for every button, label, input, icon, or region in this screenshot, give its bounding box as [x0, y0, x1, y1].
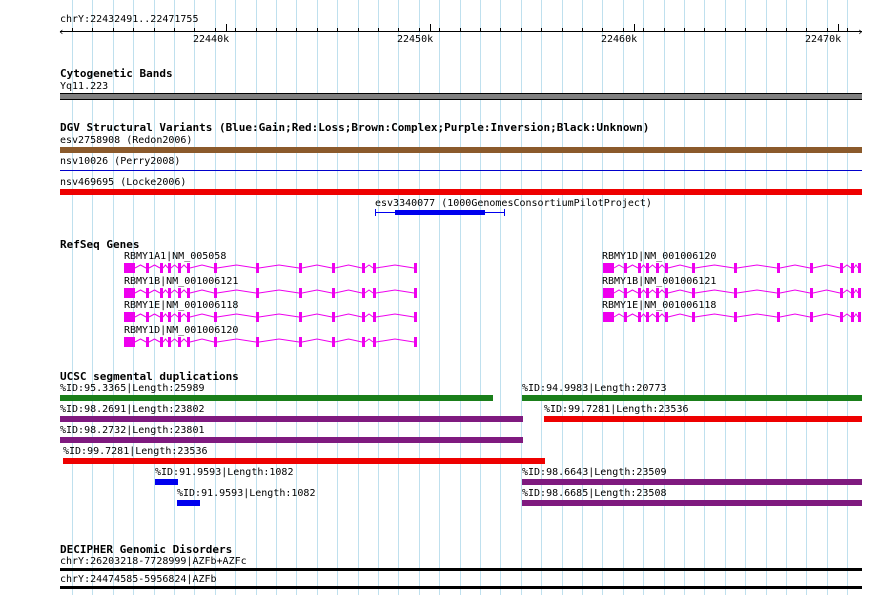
- gene-exon[interactable]: [256, 337, 259, 347]
- gene-exon[interactable]: [624, 312, 627, 322]
- ruler-tick-label: 22460k: [601, 34, 638, 45]
- gene-exon[interactable]: [414, 288, 417, 298]
- gene-exon[interactable]: [414, 312, 417, 322]
- gene-exon[interactable]: [777, 263, 780, 273]
- gene-exon[interactable]: [734, 312, 737, 322]
- gene-model[interactable]: [603, 263, 861, 273]
- gene-exon[interactable]: [124, 337, 135, 347]
- gene-exon[interactable]: [646, 288, 649, 298]
- track-title-segdup[interactable]: UCSC segmental duplications: [60, 370, 239, 383]
- ruler-tick-label: 22440k: [193, 34, 230, 45]
- gene-exon[interactable]: [656, 288, 659, 298]
- gene-exon[interactable]: [124, 263, 135, 273]
- gene-exon[interactable]: [656, 312, 659, 322]
- gene-exon[interactable]: [362, 288, 365, 298]
- ruler-tick-label: 22470k: [805, 34, 842, 45]
- ruler-right-arrow: ›: [857, 25, 864, 38]
- gene-exon[interactable]: [362, 337, 365, 347]
- gene-model[interactable]: [124, 263, 417, 273]
- segdup-label[interactable]: %ID:91.9593|Length:1082: [177, 488, 316, 499]
- gene-exon[interactable]: [638, 312, 641, 322]
- segdup-label[interactable]: %ID:94.9983|Length:20773: [522, 383, 667, 394]
- segdup-label[interactable]: %ID:99.7281|Length:23536: [63, 446, 208, 457]
- gene-exon[interactable]: [187, 288, 190, 298]
- gene-model[interactable]: [124, 337, 417, 347]
- gene-exon[interactable]: [858, 288, 861, 298]
- gene-exon[interactable]: [603, 263, 614, 273]
- gene-exon[interactable]: [124, 312, 135, 322]
- decipher-bar[interactable]: [60, 568, 862, 571]
- gene-exon[interactable]: [851, 288, 854, 298]
- track-title-dgv[interactable]: DGV Structural Variants (Blue:Gain;Red:Loss;Brown:Complex;Purple:Inversion;Black:Unknown): [60, 121, 650, 134]
- gene-label[interactable]: RBMY1E|NM_001006118: [602, 300, 717, 311]
- gene-exon[interactable]: [840, 312, 843, 322]
- gene-exon[interactable]: [851, 263, 854, 273]
- gene-exon[interactable]: [160, 288, 163, 298]
- gene-exon[interactable]: [638, 288, 641, 298]
- gene-label[interactable]: RBMY1D|NM_001006120: [602, 251, 717, 262]
- gene-exon[interactable]: [810, 263, 813, 273]
- segdup-bar[interactable]: [544, 416, 862, 422]
- segdup-label[interactable]: %ID:91.9593|Length:1082: [155, 467, 294, 478]
- gene-exon[interactable]: [414, 337, 417, 347]
- gene-exon[interactable]: [692, 312, 695, 322]
- gene-exon[interactable]: [603, 288, 614, 298]
- gene-exon[interactable]: [299, 312, 302, 322]
- dgv-variant-label[interactable]: esv3340077 (1000GenomesConsortiumPilotProject): [375, 198, 652, 209]
- gene-exon[interactable]: [214, 263, 217, 273]
- segdup-label[interactable]: %ID:98.6685|Length:23508: [522, 488, 667, 499]
- gene-exon[interactable]: [146, 263, 149, 273]
- gene-label[interactable]: RBMY1D|NM_001006120: [124, 325, 239, 336]
- segdup-bar[interactable]: [63, 458, 545, 464]
- gene-exon[interactable]: [187, 263, 190, 273]
- gene-exon[interactable]: [777, 288, 780, 298]
- gene-exon[interactable]: [256, 288, 259, 298]
- gene-label[interactable]: RBMY1E|NM_001006118: [124, 300, 239, 311]
- gene-model[interactable]: [603, 312, 861, 322]
- segdup-bar[interactable]: [522, 479, 862, 485]
- decipher-label[interactable]: chrY:24474585-5956824|AZFb: [60, 574, 217, 585]
- gene-label[interactable]: RBMY1A1|NM_005058: [124, 251, 227, 262]
- gene-exon[interactable]: [810, 288, 813, 298]
- segdup-label[interactable]: %ID:98.2732|Length:23801: [60, 425, 205, 436]
- gene-exon[interactable]: [373, 337, 376, 347]
- gene-exon[interactable]: [362, 312, 365, 322]
- gene-exon[interactable]: [178, 337, 181, 347]
- gene-model[interactable]: [124, 312, 417, 322]
- segdup-label[interactable]: %ID:95.3365|Length:25989: [60, 383, 205, 394]
- gene-exon[interactable]: [160, 263, 163, 273]
- gene-exon[interactable]: [214, 312, 217, 322]
- gene-exon[interactable]: [214, 337, 217, 347]
- gene-label[interactable]: RBMY1B|NM_001006121: [124, 276, 239, 287]
- gene-exon[interactable]: [146, 288, 149, 298]
- gene-exon[interactable]: [146, 312, 149, 322]
- dgv-variant-label[interactable]: nsv469695 (Locke2006): [60, 177, 187, 188]
- gene-exon[interactable]: [178, 312, 181, 322]
- gene-exon[interactable]: [332, 312, 335, 322]
- gene-exon[interactable]: [187, 312, 190, 322]
- segdup-label[interactable]: %ID:99.7281|Length:23536: [544, 404, 689, 415]
- gene-exon[interactable]: [168, 312, 171, 322]
- gene-exon[interactable]: [299, 337, 302, 347]
- gene-exon[interactable]: [256, 263, 259, 273]
- gene-exon[interactable]: [646, 312, 649, 322]
- gene-exon[interactable]: [178, 263, 181, 273]
- gene-exon[interactable]: [168, 337, 171, 347]
- gene-exon[interactable]: [146, 337, 149, 347]
- gene-exon[interactable]: [414, 263, 417, 273]
- segdup-bar[interactable]: [522, 395, 862, 401]
- track-title-decipher[interactable]: DECIPHER Genomic Disorders: [60, 543, 233, 556]
- ruler-left-arrow: ‹: [58, 25, 65, 38]
- segdup-label[interactable]: %ID:98.6643|Length:23509: [522, 467, 667, 478]
- decipher-label[interactable]: chrY:26203218-7728999|AZFb+AZFc: [60, 556, 247, 567]
- gene-model[interactable]: [124, 288, 417, 298]
- gene-exon[interactable]: [840, 263, 843, 273]
- gene-exon[interactable]: [160, 312, 163, 322]
- cytoband-label[interactable]: Yq11.223: [60, 81, 109, 92]
- gene-exon[interactable]: [332, 337, 335, 347]
- gene-exon[interactable]: [373, 312, 376, 322]
- segdup-bar[interactable]: [60, 416, 523, 422]
- gene-exon[interactable]: [299, 263, 302, 273]
- gene-exon[interactable]: [734, 288, 737, 298]
- gene-exon[interactable]: [160, 337, 163, 347]
- gene-exon[interactable]: [362, 263, 365, 273]
- track-title-refseq[interactable]: RefSeq Genes: [60, 238, 140, 251]
- gene-exon[interactable]: [810, 312, 813, 322]
- gene-exon[interactable]: [332, 263, 335, 273]
- track-title-cytoband[interactable]: Cytogenetic Bands: [60, 67, 173, 80]
- gene-exon[interactable]: [214, 288, 217, 298]
- gene-exon[interactable]: [332, 288, 335, 298]
- gene-exon[interactable]: [692, 263, 695, 273]
- dgv-variant-label[interactable]: esv2758908 (Redon2006): [60, 135, 193, 146]
- segdup-bar[interactable]: [522, 500, 862, 506]
- gene-exon[interactable]: [665, 288, 668, 298]
- segdup-label[interactable]: %ID:98.2691|Length:23802: [60, 404, 205, 415]
- gene-exon[interactable]: [178, 288, 181, 298]
- gene-exon[interactable]: [665, 312, 668, 322]
- gene-exon[interactable]: [373, 263, 376, 273]
- gene-exon[interactable]: [168, 288, 171, 298]
- gene-exon[interactable]: [656, 263, 659, 273]
- gene-label[interactable]: RBMY1B|NM_001006121: [602, 276, 717, 287]
- gene-exon[interactable]: [777, 312, 780, 322]
- gene-exon[interactable]: [124, 288, 135, 298]
- decipher-bar[interactable]: [60, 586, 862, 589]
- gene-exon[interactable]: [665, 263, 668, 273]
- ruler-coordinate-label: chrY:22432491..22471755: [60, 14, 199, 25]
- gene-exon[interactable]: [692, 288, 695, 298]
- segdup-bar[interactable]: [60, 395, 493, 401]
- gene-exon[interactable]: [373, 288, 376, 298]
- gene-exon[interactable]: [851, 312, 854, 322]
- gene-exon[interactable]: [624, 288, 627, 298]
- gene-exon[interactable]: [187, 337, 190, 347]
- gene-exon[interactable]: [638, 263, 641, 273]
- segdup-bar[interactable]: [155, 479, 178, 485]
- gene-exon[interactable]: [734, 263, 737, 273]
- gene-exon[interactable]: [624, 263, 627, 273]
- gene-model[interactable]: [603, 288, 861, 298]
- gene-exon[interactable]: [858, 312, 861, 322]
- gene-exon[interactable]: [840, 288, 843, 298]
- gene-exon[interactable]: [168, 263, 171, 273]
- gene-exon[interactable]: [256, 312, 259, 322]
- gene-exon[interactable]: [646, 263, 649, 273]
- segdup-bar[interactable]: [60, 437, 523, 443]
- segdup-bar[interactable]: [177, 500, 200, 506]
- gene-exon[interactable]: [603, 312, 614, 322]
- gene-exon[interactable]: [858, 263, 861, 273]
- gene-exon[interactable]: [299, 288, 302, 298]
- dgv-variant-label[interactable]: nsv10026 (Perry2008): [60, 156, 181, 167]
- ruler-tick-label: 22450k: [397, 34, 434, 45]
